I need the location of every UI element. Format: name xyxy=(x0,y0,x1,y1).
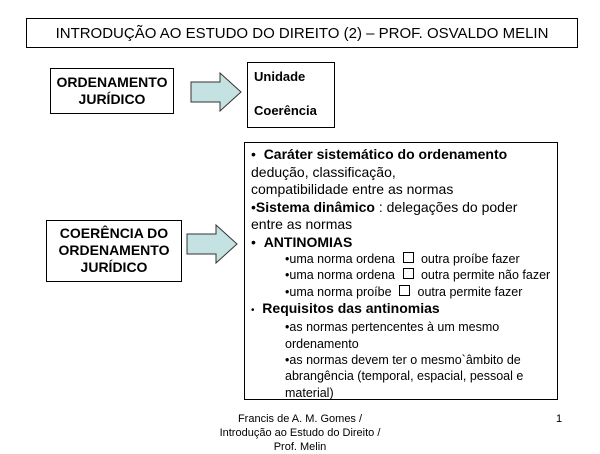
carater-heading xyxy=(251,146,551,164)
small-bullet-icon: • xyxy=(285,252,290,266)
antinomia-b: outra permite não fazer xyxy=(420,268,551,283)
antinomia-item xyxy=(251,284,551,300)
box-line: JURÍDICO xyxy=(80,259,148,275)
small-bullet-icon: • xyxy=(285,352,290,367)
antinomias-heading xyxy=(251,234,551,252)
coerencia-ordenamento-box xyxy=(46,220,182,282)
box-line: ORDENAMENTO xyxy=(58,242,170,258)
page-number: 1 xyxy=(556,413,563,425)
sistema-heading xyxy=(251,199,551,217)
bullet-icon: • xyxy=(251,304,255,316)
requisito-text: as normas pertencentes à um mesmo xyxy=(289,320,500,335)
checkbox-square-icon xyxy=(403,268,414,279)
ordenamento-juridico-box xyxy=(50,68,174,114)
antinomia-item xyxy=(251,251,551,267)
sistema-title: Sistema dinâmico xyxy=(255,198,375,215)
requisitos-heading xyxy=(251,300,551,320)
right-arrow-icon xyxy=(190,72,242,112)
slide-title xyxy=(26,18,578,48)
antinomia-a: uma norma ordena xyxy=(289,252,396,266)
slide-footer xyxy=(200,412,400,454)
requisito-text: as normas devem ter o mesmo`âmbito de xyxy=(289,352,521,367)
box-line: COERÊNCIA DO xyxy=(59,225,169,241)
antinomias-title: ANTINOMIAS xyxy=(263,233,353,250)
coerencia-label: Coerência xyxy=(254,103,317,118)
box-line: ORDENAMENTO xyxy=(56,74,168,90)
footer-line: Francis de A. M. Gomes / xyxy=(237,413,363,425)
carater-line: dedução, classificação, xyxy=(251,163,396,180)
antinomia-a: uma norma ordena xyxy=(289,268,396,283)
antinomia-a: uma norma proíbe xyxy=(289,284,392,299)
sistema-rest: : delegações do poder xyxy=(374,198,518,215)
unidade-label: Unidade xyxy=(254,69,306,84)
box-line: JURÍDICO xyxy=(78,91,146,107)
detail-box xyxy=(244,142,558,400)
small-bullet-icon: • xyxy=(285,268,290,283)
checkbox-square-icon xyxy=(403,252,414,263)
footer-line: Prof. Melin xyxy=(273,441,327,453)
requisito-line: ordenamento xyxy=(285,336,359,351)
antinomia-b: outra permite fazer xyxy=(417,284,523,299)
carater-title: Caráter sistemático do ordenamento xyxy=(263,146,508,162)
requisitos-title: Requisitos das antinomias xyxy=(262,299,440,316)
requisito-line: material) xyxy=(285,385,334,400)
small-bullet-icon: • xyxy=(285,284,290,299)
checkbox-square-icon xyxy=(399,285,410,296)
bullet-icon: • xyxy=(251,233,256,250)
antinomia-b: outra proíbe fazer xyxy=(420,252,520,266)
requisito-line: abrangência (temporal, espacial, pessoal e xyxy=(285,369,524,384)
footer-line: Introdução ao Estudo do Direito / xyxy=(219,427,381,439)
unidade-coerencia-box xyxy=(247,62,335,128)
carater-line: compatibilidade entre as normas xyxy=(251,181,454,197)
requisito-item xyxy=(251,352,551,368)
antinomia-item xyxy=(251,267,551,283)
bullet-icon: • xyxy=(251,146,256,162)
right-arrow-icon xyxy=(186,224,238,264)
slide-title-text: INTRODUÇÃO AO ESTUDO DO DIREITO (2) – PROF. OSVALDO MELIN xyxy=(55,24,549,42)
bullet-icon: • xyxy=(251,198,256,215)
sistema-line: entre as normas xyxy=(251,216,353,232)
small-bullet-icon: • xyxy=(285,320,290,335)
requisito-item xyxy=(251,319,551,335)
